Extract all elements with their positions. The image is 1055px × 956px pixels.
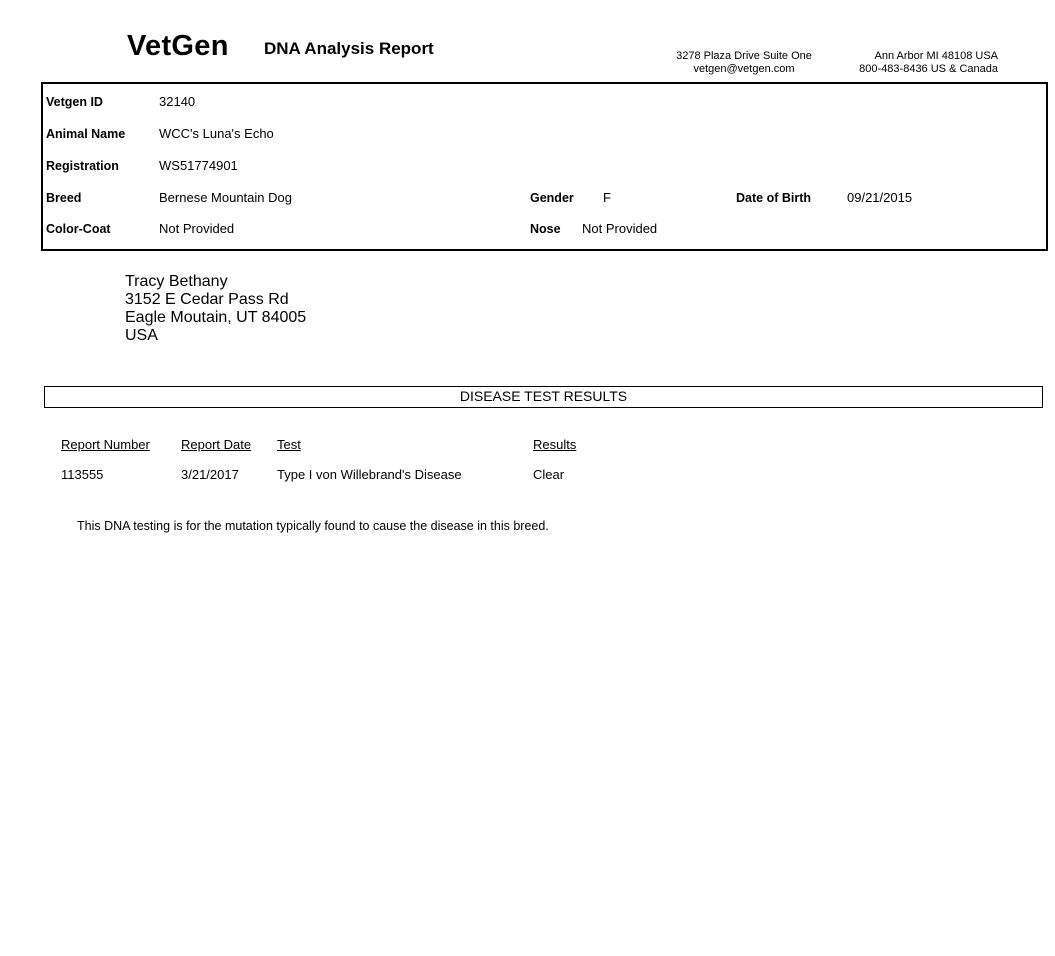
color-coat-label: Color-Coat bbox=[46, 222, 111, 236]
breed-label: Breed bbox=[46, 191, 82, 205]
test-cell: Type I von Willebrand's Disease bbox=[277, 467, 462, 482]
lab-city: Ann Arbor MI 48108 USA bbox=[874, 50, 998, 62]
breed-value: Bernese Mountain Dog bbox=[159, 190, 292, 205]
nose-value: Not Provided bbox=[582, 221, 658, 236]
lab-contact-block bbox=[833, 50, 998, 76]
column-header-report-date: Report Date bbox=[181, 437, 252, 452]
vetgen-logo: VetGen bbox=[127, 30, 229, 62]
vetgen-id-label: Vetgen ID bbox=[46, 95, 103, 109]
vetgen-id-value: 32140 bbox=[159, 94, 196, 109]
result-cell: Clear bbox=[533, 467, 565, 482]
animal-name-value: WCC's Luna's Echo bbox=[159, 126, 274, 141]
report-date-cell: 3/21/2017 bbox=[181, 467, 239, 482]
registration-value: WS51774901 bbox=[159, 158, 238, 173]
nose-label: Nose bbox=[530, 222, 561, 236]
animal-name-label: Animal Name bbox=[46, 127, 126, 141]
lab-email: vetgen@vetgen.com bbox=[693, 63, 795, 75]
owner-name: Tracy Bethany bbox=[125, 273, 228, 290]
date-of-birth-label: Date of Birth bbox=[736, 191, 811, 205]
column-header-results: Results bbox=[533, 437, 577, 452]
column-header-test: Test bbox=[277, 437, 301, 452]
results-section-title: DISEASE TEST RESULTS bbox=[459, 388, 628, 404]
owner-country: USA bbox=[125, 327, 158, 344]
lab-phone: 800-483-8436 US & Canada bbox=[859, 63, 998, 75]
registration-label: Registration bbox=[46, 159, 119, 173]
date-of-birth-value: 09/21/2015 bbox=[847, 190, 913, 205]
owner-street: 3152 E Cedar Pass Rd bbox=[125, 291, 289, 308]
disclaimer-note: This DNA testing is for the mutation typically found to cause the disease in this breed. bbox=[77, 519, 549, 533]
color-coat-value: Not Provided bbox=[159, 221, 235, 236]
gender-value: F bbox=[603, 190, 611, 205]
owner-city: Eagle Moutain, UT 84005 bbox=[125, 309, 307, 326]
report-title: DNA Analysis Report bbox=[264, 39, 434, 58]
column-header-report-number: Report Number bbox=[61, 437, 150, 452]
gender-label: Gender bbox=[530, 191, 574, 205]
report-number-cell: 113555 bbox=[61, 467, 104, 482]
lab-address-block bbox=[665, 50, 823, 76]
lab-street: 3278 Plaza Drive Suite One bbox=[676, 50, 812, 62]
